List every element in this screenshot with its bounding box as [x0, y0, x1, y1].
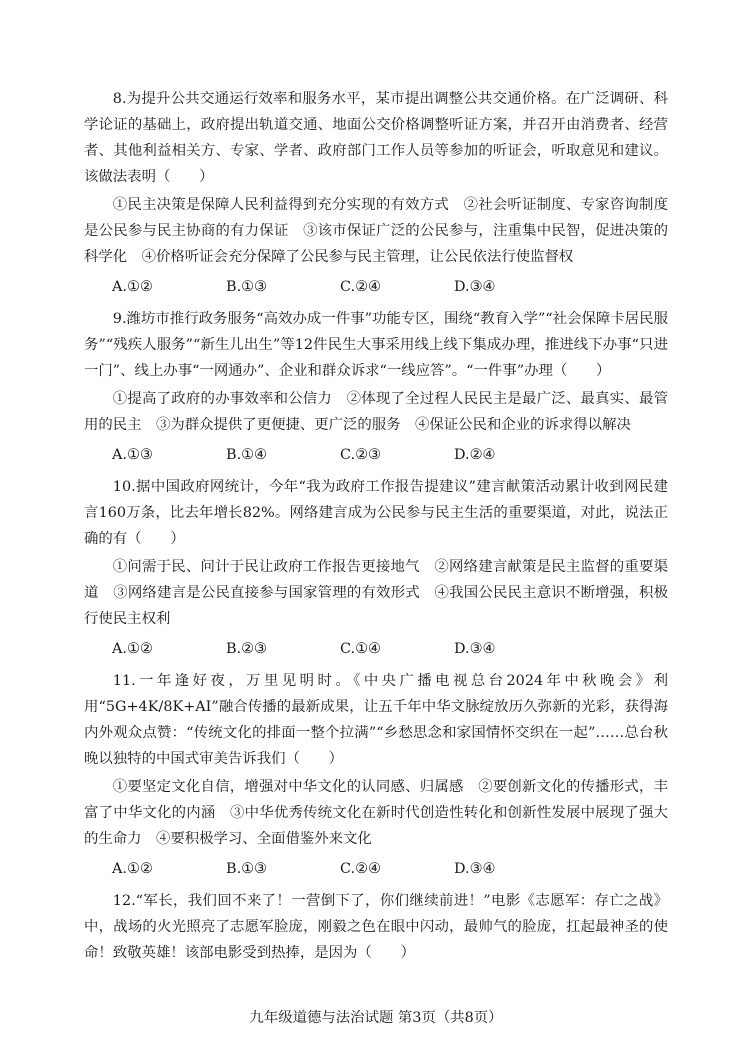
question-stem: 11.一年逢好夜，万里见明时。《中央广播电视总台2024年中秋晚会》利用“5G+4K/8K+AI”融合传播的最新成果，让五千年中华文脉绽放历久弥新的光彩，获得海内外观众点赞：“传统文化的排面一整个拉满”“乡愁思念和家国情怀交织在一起”……总台秋晚以独特的中国式审美告诉我们（ ）: [84, 673, 668, 767]
question-stem: 12.“军长，我们回不来了！一营倒下了，你们继续前进！”电影《志愿军：存亡之战》中，战场的火光照亮了志愿军脸庞，刚毅之色在眼中闪动，最帅气的脸庞，扛起最神圣的使命！致敬英雄！该部电影受到热捧，是因为（ ）: [84, 893, 668, 961]
choice-b: B.②③: [226, 641, 267, 657]
question-10: [84, 474, 668, 662]
choice-b: B.①③: [226, 861, 267, 877]
choice-a: A.①②: [112, 641, 153, 657]
choice-c: C.①④: [340, 641, 381, 657]
answer-choices: [84, 442, 668, 468]
choice-a: A.①③: [112, 447, 153, 463]
question-12: [84, 888, 668, 966]
choice-c: C.②③: [340, 447, 381, 463]
choice-a: A.①②: [112, 279, 153, 295]
choice-c: C.②④: [340, 279, 381, 295]
question-9: [84, 306, 668, 468]
page-footer: 九年级道德与法治试题 第3页（共8页）: [249, 1010, 503, 1026]
question-11: [84, 668, 668, 882]
choice-d: D.③④: [454, 641, 496, 657]
answer-choices: [84, 636, 668, 662]
question-statements: ①提高了政府的办事效率和公信力 ②体现了全过程人民民主是最广泛、最真实、最管用的民主 ③为群众提供了更便捷、更广泛的服务 ④保证公民和企业的诉求得以解决: [84, 391, 668, 433]
question-statements: ①民主决策是保障人民利益得到充分实现的有效方式 ②社会听证制度、专家咨询制度是公民参与民主协商的有力保证 ③该市保证广泛的公民参与，注重集中民智，促进决策的科学化 ④价格听证会充分保障了公民参与民主管理，让公民依法行使监督权: [84, 197, 668, 265]
question-stem: 8.为提升公共交通运行效率和服务水平，某市提出调整公共交通价格。在广泛调研、科学论证的基础上，政府提出轨道交通、地面公交价格调整听证方案，并召开由消费者、经营者、其他利益相关方、专家、学者、政府部门工作人员等参加的听证会，听取意见和建议。该做法表明（ ）: [84, 91, 668, 185]
choice-b: B.①④: [226, 447, 267, 463]
choice-d: D.②④: [454, 447, 496, 463]
question-stem: 9.潍坊市推行政务服务“高效办成一件事”功能专区，围绕“教育入学”“社会保障卡居民服务”“残疾人服务”“新生儿出生”等12件民生大事采用线上线下集成办理，推进线下办事“只进一门”、线上办事“一网通办”、企业和群众诉求“一线应答”。“一件事”办理（ ）: [84, 311, 668, 379]
choice-d: D.③④: [454, 861, 496, 877]
question-statements: ①要坚定文化自信，增强对中华文化的认同感、归属感 ②要创新文化的传播形式，丰富了中华文化的内涵 ③中华优秀传统文化在新时代创造性转化和创新性发展中展现了强大的生命力 ④要积极学习、全面借鉴外来文化: [84, 779, 668, 847]
question-8: [84, 86, 668, 300]
choice-d: D.③④: [454, 279, 496, 295]
answer-choices: [84, 856, 668, 882]
choice-b: B.①③: [226, 279, 267, 295]
question-stem: 10.据中国政府网统计，今年“我为政府工作报告提建议”建言献策活动累计收到网民建言160万条，比去年增长82%。网络建言成为公民参与民主生活的重要渠道，对此，说法正确的有（ ）: [84, 479, 668, 547]
answer-choices: [84, 274, 668, 300]
choice-c: C.②④: [340, 861, 381, 877]
question-statements: ①问需于民、问计于民让政府工作报告更接地气 ②网络建言献策是民主监督的重要渠道 ③网络建言是公民直接参与国家管理的有效形式 ④我国公民民主意识不断增强，积极行使民主权利: [84, 559, 668, 627]
choice-a: A.①②: [112, 861, 153, 877]
